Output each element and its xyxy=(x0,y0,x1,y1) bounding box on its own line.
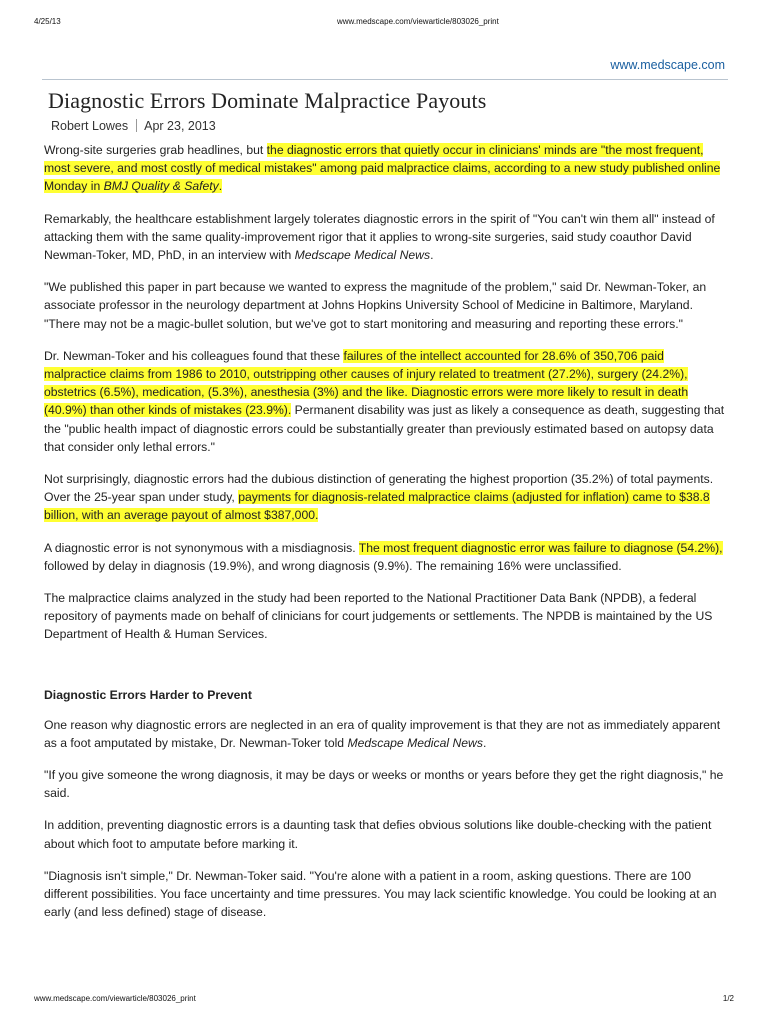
print-date: 4/25/13 xyxy=(34,17,61,26)
p8-publication: Medscape Medical News xyxy=(347,735,483,750)
p8-end: . xyxy=(482,735,487,750)
byline-separator xyxy=(136,119,137,132)
page-number: 1/2 xyxy=(722,994,734,1003)
p4-text-end: Permanent disability was just as likely a consequence as death, suggesting that the "public health impact of diagnostic errors could be substantially greater than previously estimated based on autopsy data that consider only lethal errors." xyxy=(44,403,725,454)
paragraph-4 xyxy=(44,347,728,456)
paragraph-1 xyxy=(44,141,728,196)
section-subheading: Diagnostic Errors Harder to Prevent xyxy=(44,687,252,702)
p6-text: A diagnostic error is not synonymous with a misdiagnosis. xyxy=(44,540,359,555)
article-title: Diagnostic Errors Dominate Malpractice Payouts xyxy=(48,88,487,113)
paragraph-6 xyxy=(44,539,728,575)
header-divider xyxy=(42,79,728,80)
paragraph-5 xyxy=(44,470,728,525)
p6-highlight: The most frequent diagnostic error was failure to diagnose (54.2%), xyxy=(358,540,723,555)
article-body xyxy=(44,141,728,936)
p1-text: Wrong-site surgeries grab headlines, but xyxy=(44,143,267,157)
paragraph-2 xyxy=(44,210,728,265)
p2-text: Remarkably, the healthcare establishment largely tolerates diagnostic errors in the spirit of "You can't win them all" instead of attacking them with the same quality-improvement rigor that it applies to wrong-site surgeries, said study coauthor David Newman-Toker, MD, PhD, in an interview with xyxy=(44,211,715,263)
medscape-site-link[interactable]: www.medscape.com xyxy=(610,58,725,72)
journal-name: BMJ Quality & Safety xyxy=(103,179,219,194)
p5-highlight: payments for diagnosis-related malpractice claims (adjusted for inflation) came to $38.8 billion, with an average payout of almost $387,000. xyxy=(44,490,710,523)
publish-date: Apr 23, 2013 xyxy=(144,119,216,133)
byline xyxy=(51,119,216,133)
p1-highlight-text: the diagnostic errors that quietly occur in clinicians' minds are "the most frequent, most severe, and most costly of medical mistakes" among paid malpractice claims, according to a new study published online Monday in xyxy=(44,143,721,194)
paragraph-9: "If you give someone the wrong diagnosis, it may be days or weeks or months or years before they get the right diagnosis," he said. xyxy=(44,768,724,801)
author-name[interactable]: Robert Lowes xyxy=(51,119,129,133)
paragraph-11: "Diagnosis isn't simple," Dr. Newman-Toker said. "You're alone with a patient in a room, asking questions. There are 100 different possibilities. You face uncertainty and time pressures. You may lack scientific knowledge. You could be looking at an early (and less defined) stage of disease. xyxy=(44,868,717,920)
p2-end: . xyxy=(430,248,434,263)
p6-text-end: followed by delay in diagnosis (19.9%), and wrong diagnosis (9.9%). The remaining 16% were unclassified. xyxy=(44,558,622,573)
paragraph-8 xyxy=(44,716,728,752)
paragraph-7: The malpractice claims analyzed in the study had been reported to the National Practitioner Data Bank (NPDB), a federal repository of payments made on behalf of clinicians for court judgements or settlements. The NPDB is maintained by the US Department of Health & Human Services. xyxy=(44,591,713,642)
p1-highlight-end: . xyxy=(218,179,223,194)
print-url: www.medscape.com/viewarticle/803026_print xyxy=(337,17,499,26)
footer-url: www.medscape.com/viewarticle/803026_print xyxy=(34,994,196,1003)
p8-text: One reason why diagnostic errors are neglected in an era of quality improvement is that they are not as immediately apparent as a foot amputated by mistake, Dr. Newman-Toker told xyxy=(44,717,721,750)
paragraph-3: "We published this paper in part because we wanted to express the magnitude of the problem," said Dr. Newman-Toker, an associate professor in the neurology department at Johns Hopkins University School of Medicine in Baltimore, Maryland. "There may not be a magic-bullet solution, but we've got to start monitoring and measuring and reporting these errors." xyxy=(44,280,707,331)
paragraph-10: In addition, preventing diagnostic errors is a daunting task that defies obvious solutions like double-checking with the patient about which foot to amputate before marking it. xyxy=(44,818,712,851)
p4-text: Dr. Newman-Toker and his colleagues found that these xyxy=(44,348,344,363)
p4-highlight: failures of the intellect accounted for 28.6% of 350,706 paid malpractice claims from 1986 to 2010, outstripping other causes of injury related to treatment (27.2%), surgery (24.2%), obstetrics (6.5%), medication, (5.3%), anesthesia (3%) and the like. Diagnostic errors were more likely to result in death (40.9%) than other kinds of mistakes (23.9%). xyxy=(44,348,689,418)
p5-text: Not surprisingly, diagnostic errors had the dubious distinction of generating the highest proportion (35.2%) of total payments. Over the 25-year span under study, xyxy=(44,472,714,505)
print-header xyxy=(34,17,734,29)
p2-publication: Medscape Medical News xyxy=(294,248,431,263)
